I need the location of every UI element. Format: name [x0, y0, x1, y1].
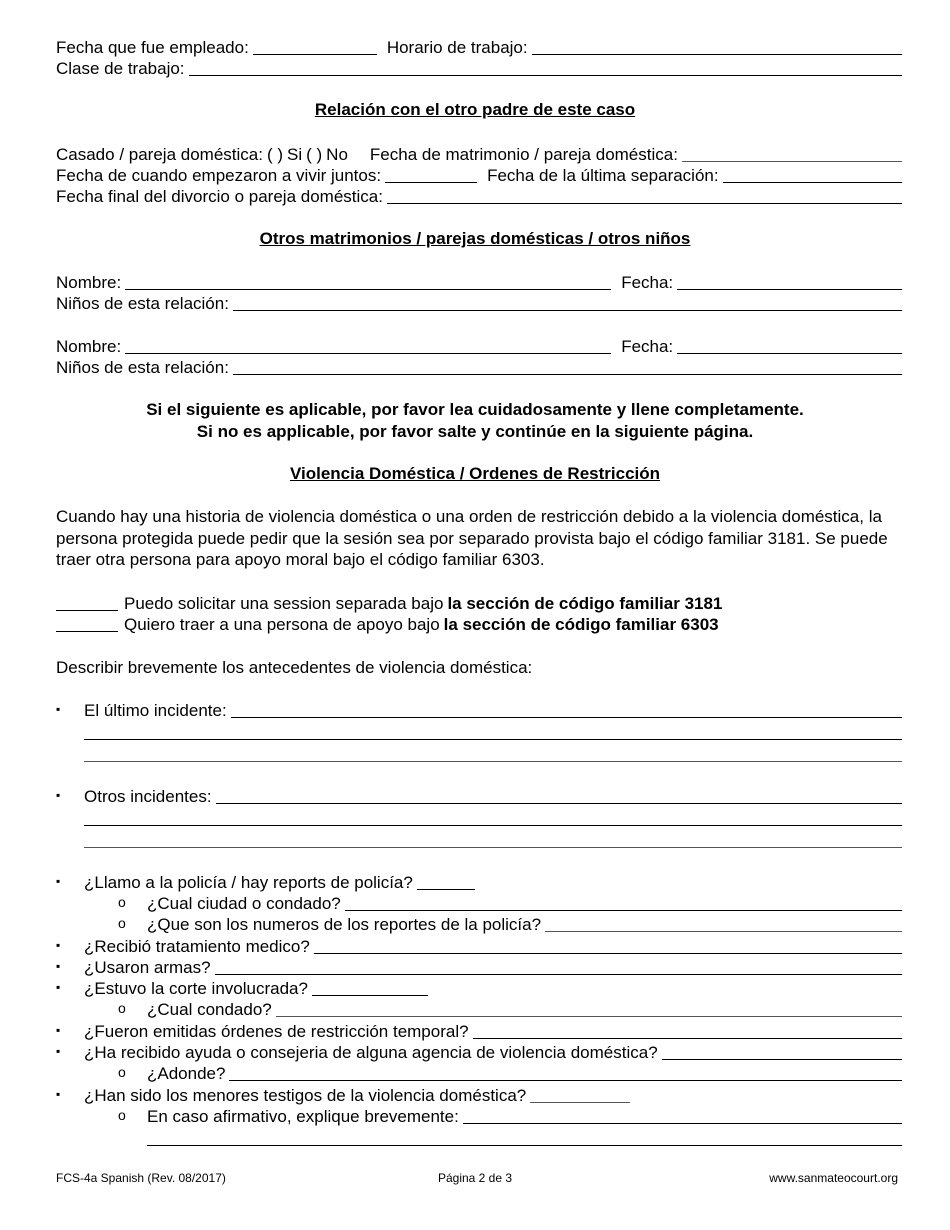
cohabit-row [56, 164, 902, 186]
bullet-icon: ▪ [56, 1044, 61, 1058]
county-row [147, 998, 902, 1020]
relation-heading: Relación con el otro padre de este caso [314, 100, 636, 119]
footer-website: www.sanmateocourt.org [769, 1171, 898, 1185]
no-checkbox[interactable]: ( ) [306, 145, 323, 164]
dv-intro: Cuando hay una historia de violencia doméstica o una orden de restricción debido a la violencia doméstica, la persona protegida puede pedir que la sesión sea por separado provista bajo el código familiar 3181. Se puede traer otra persona para apoyo moral bajo el código familiar 6303. [56, 507, 888, 569]
option-6303-row [56, 613, 902, 635]
other-name-row-2 [56, 335, 902, 357]
medical-field[interactable] [314, 953, 902, 954]
divorce-date-field[interactable] [387, 203, 902, 204]
police-field[interactable] [417, 889, 475, 890]
sub-bullet-icon: o [118, 1064, 126, 1080]
no-label: No [326, 145, 348, 164]
other-incidents-row [84, 785, 902, 807]
last-incident-field[interactable] [231, 717, 902, 718]
report-numbers-row [147, 913, 902, 935]
name-label: Nombre: [56, 273, 122, 292]
children-field-1[interactable] [233, 310, 902, 311]
explain-row [147, 1105, 902, 1127]
help-agency-field[interactable] [662, 1059, 902, 1060]
sub-bullet-icon: o [118, 894, 126, 910]
work-type-field[interactable] [189, 75, 902, 76]
hire-date-field[interactable] [253, 54, 377, 55]
bullet-icon: ▪ [56, 874, 61, 888]
witnesses-field[interactable] [530, 1102, 630, 1103]
bullet-icon: ▪ [56, 980, 61, 994]
report-numbers-label: ¿Que son los numeros de los reportes de la policía? [147, 915, 542, 934]
witnesses-label: ¿Han sido los menores testigos de la violencia doméstica? [84, 1086, 527, 1105]
weapons-label: ¿Usaron armas? [84, 958, 211, 977]
county-label: ¿Cual condado? [147, 1000, 272, 1019]
date-label: Fecha: [621, 273, 674, 292]
work-type-label: Clase de trabajo: [56, 59, 185, 78]
dv-heading: Violencia Doméstica / Ordenes de Restricción [289, 464, 661, 483]
option-6303-bold: la sección de código familiar 6303 [443, 615, 719, 634]
temp-orders-field[interactable] [473, 1038, 902, 1039]
last-incident-label: El último incidente: [84, 701, 227, 720]
schedule-label: Horario de trabajo: [386, 38, 528, 57]
divorce-row [56, 185, 902, 207]
schedule-field[interactable] [532, 54, 902, 55]
city-label: ¿Cual ciudad o condado? [147, 894, 341, 913]
sub-bullet-icon: o [118, 1107, 126, 1123]
last-incident-row [84, 699, 902, 721]
marriage-date-field[interactable] [682, 161, 902, 162]
medical-row [84, 935, 902, 957]
bullet-icon: ▪ [56, 959, 61, 973]
describe-row [56, 656, 902, 678]
cohabit-date-field[interactable] [385, 182, 477, 183]
help-agency-label: ¿Ha recibido ayuda o consejeria de alguna agencia de violencia doméstica? [84, 1043, 658, 1062]
explain-field[interactable] [463, 1123, 902, 1124]
children-label: Niños de esta relación: [56, 358, 229, 377]
yes-checkbox[interactable]: ( ) [266, 145, 283, 164]
cohabit-label: Fecha de cuando empezaron a vivir juntos: [56, 166, 382, 185]
temp-orders-label: ¿Fueron emitidas órdenes de restricción temporal? [84, 1022, 469, 1041]
footer-page-number: Página 2 de 3 [437, 1171, 513, 1185]
option-3181-text: Puedo solicitar una session separada bajo [124, 594, 444, 613]
other-incidents-label: Otros incidentes: [84, 787, 212, 806]
divorce-label: Fecha final del divorcio o pareja doméstica: [56, 187, 383, 206]
notice-line-2: Si no es applicable, por favor salte y continúe en la siguiente página. [196, 422, 754, 441]
yes-label: Si [287, 145, 303, 164]
city-field[interactable] [345, 910, 902, 911]
other-name-row-1 [56, 271, 902, 293]
where-label: ¿Adonde? [147, 1064, 226, 1083]
last-incident-line-2[interactable] [84, 739, 902, 740]
employment-row [56, 36, 902, 58]
option-3181-row [56, 592, 902, 614]
sub-bullet-icon: o [118, 915, 126, 931]
explain-label: En caso afirmativo, explique brevemente: [147, 1107, 459, 1126]
children-field-2[interactable] [233, 374, 902, 375]
date-field-2[interactable] [677, 353, 902, 354]
option-6303-blank[interactable] [56, 631, 118, 632]
temp-orders-row [84, 1020, 902, 1042]
weapons-field[interactable] [215, 974, 902, 975]
footer-form-id: FCS-4a Spanish (Rev. 08/2017) [56, 1171, 226, 1185]
county-field[interactable] [276, 1016, 902, 1017]
weapons-row [84, 956, 902, 978]
marriage-date-label: Fecha de matrimonio / pareja doméstica: [369, 145, 678, 164]
help-agency-row [84, 1041, 902, 1063]
other-incidents-line-3[interactable] [84, 847, 902, 848]
married-row [56, 143, 902, 165]
where-row [147, 1062, 902, 1084]
option-3181-bold: la sección de código familiar 3181 [447, 594, 723, 613]
name-field-2[interactable] [125, 353, 611, 354]
option-6303-text: Quiero traer a una persona de apoyo bajo [124, 615, 440, 634]
married-label: Casado / pareja doméstica: [56, 145, 263, 164]
children-row-1 [56, 292, 902, 314]
court-row [84, 977, 902, 999]
police-row [84, 871, 902, 893]
court-label: ¿Estuvo la corte involucrada? [84, 979, 308, 998]
report-numbers-field[interactable] [545, 931, 902, 932]
separation-label: Fecha de la última separación: [487, 166, 719, 185]
city-row [147, 892, 902, 914]
children-row-2 [56, 356, 902, 378]
sub-bullet-icon: o [118, 1000, 126, 1016]
date-label: Fecha: [621, 337, 674, 356]
notice-line-1: Si el siguiente es aplicable, por favor lea cuidadosamente y llene completamente. [146, 400, 804, 419]
option-3181-blank[interactable] [56, 610, 118, 611]
date-field-1[interactable] [677, 289, 902, 290]
children-label: Niños de esta relación: [56, 294, 229, 313]
police-label: ¿Llamo a la policía / hay reports de policía? [84, 873, 413, 892]
separation-date-field[interactable] [723, 182, 902, 183]
other-incidents-line-2[interactable] [84, 825, 902, 826]
court-field[interactable] [312, 995, 428, 996]
hire-date-label: Fecha que fue empleado: [56, 38, 249, 57]
name-label: Nombre: [56, 337, 122, 356]
bullet-icon: ▪ [56, 1023, 61, 1037]
bullet-icon: ▪ [56, 702, 61, 716]
bullet-icon: ▪ [56, 788, 61, 802]
witnesses-row [84, 1084, 902, 1106]
medical-label: ¿Recibió tratamiento medico? [84, 937, 310, 956]
other-heading: Otros matrimonios / parejas domésticas / otros niños [259, 229, 691, 248]
work-type-row [56, 57, 902, 79]
bullet-icon: ▪ [56, 1087, 61, 1101]
where-field[interactable] [229, 1080, 902, 1081]
name-field-1[interactable] [125, 289, 611, 290]
bullet-icon: ▪ [56, 938, 61, 952]
explain-line-2[interactable] [147, 1145, 902, 1146]
last-incident-line-3[interactable] [84, 761, 902, 762]
describe-text: Describir brevemente los antecedentes de violencia doméstica: [56, 658, 533, 677]
other-incidents-field[interactable] [216, 803, 902, 804]
